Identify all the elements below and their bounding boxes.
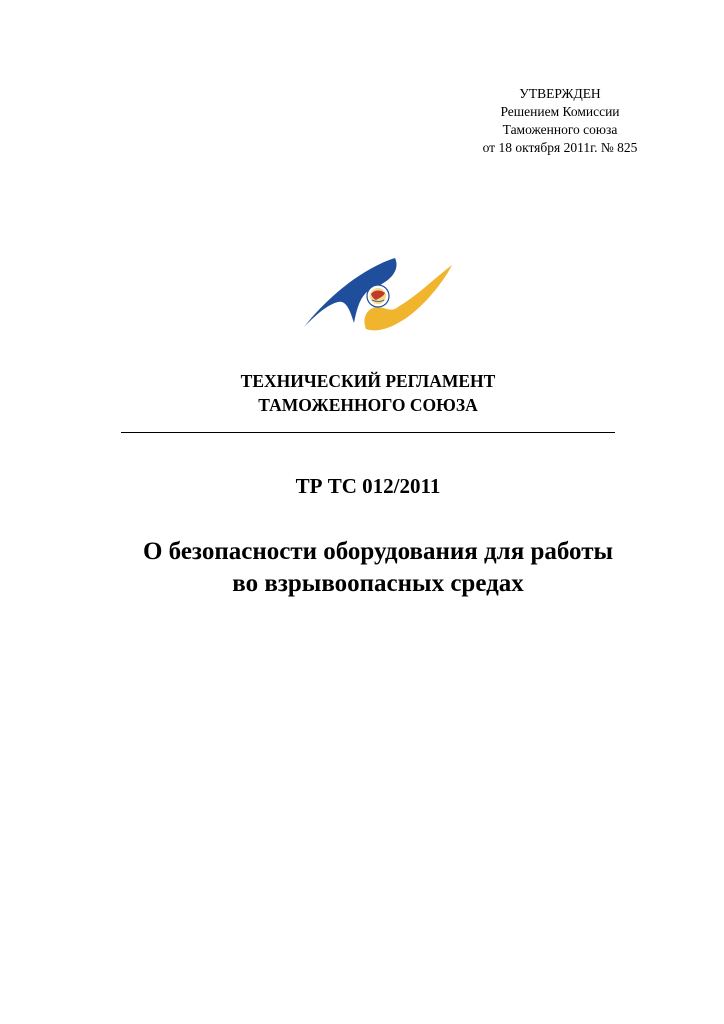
customs-union-emblem-icon <box>300 255 460 335</box>
approval-stamp <box>460 85 660 157</box>
document-code: ТР ТС 012/2011 <box>295 474 441 498</box>
regulation-heading-line2: ТАМОЖЕННОГО СОЮЗА <box>258 395 478 415</box>
document-subject-line1: О безопасности оборудования для работы <box>142 538 614 565</box>
document-subject <box>100 536 656 600</box>
approval-status: УТВЕРЖДЕН <box>519 86 601 101</box>
title-divider <box>121 432 615 433</box>
approval-date-number: от 18 октября 2011г. № 825 <box>482 140 638 155</box>
approval-organization: Таможенного союза <box>502 122 618 137</box>
document-subject-line2: во взрывоопасных средах <box>232 570 524 597</box>
approval-authority: Решением Комиссии <box>500 104 620 119</box>
regulation-heading <box>120 369 616 417</box>
regulation-heading-line1: ТЕХНИЧЕСКИЙ РЕГЛАМЕНТ <box>240 371 496 391</box>
